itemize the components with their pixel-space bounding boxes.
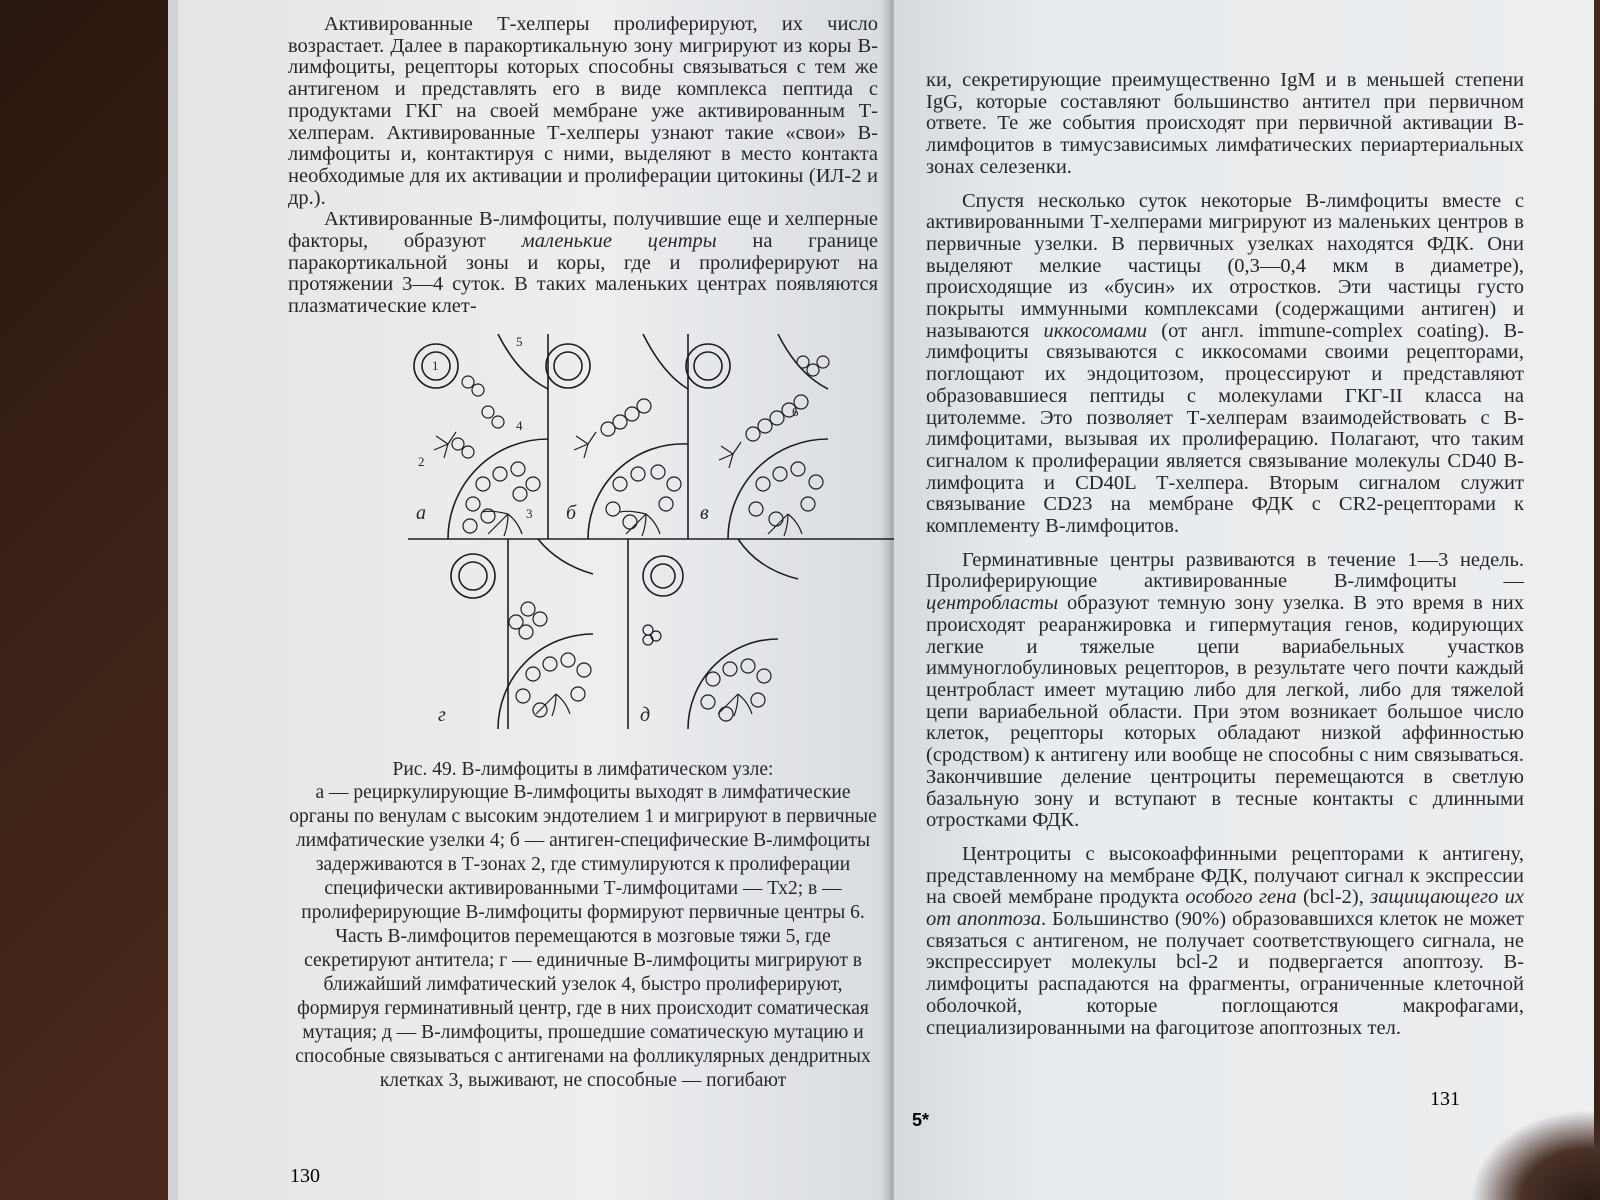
right-page (894, 0, 1594, 1200)
right-paragraph-3-end: образуют темную зону узелка. В это время в них происходят реаранжировка и гипермутация генов, кодирующих легкие и тяжелые цепи вариабельных участков иммуноглобулиновых рецепторов, в результате чего почти каждый центробласт имеет мутацию либо для легкой, либо для тяжелой цепи вариабельной области. При этом возникает большое число клеток, рецепторы которых обладают низкой аффинностью (сродством) к антигену или вообще не способны с ним связываться. Закончившие деление центроциты перемещаются в светлую базальную зону и вступают в тесные контакты с длинными отростками ФДК. (926, 592, 1524, 832)
figure-label-g: г (438, 703, 446, 726)
right-paragraph-4-emphasis-apoptosis: защищающего их от апоптоза (926, 886, 1525, 931)
right-paragraph-3-emphasis: центробласты (926, 592, 1059, 615)
left-page-number: 130 (290, 1165, 320, 1187)
finger-in-corner (1470, 1110, 1600, 1200)
right-paragraph-2 (926, 191, 1524, 538)
right-paragraph-3 (926, 550, 1524, 832)
figure-caption-body: а — рециркулирующие В-лимфоциты выходят в лимфатические органы по венулам с высоким эндотелием 1 и мигрируют в первичные лимфатические узелки 4; б — антиген-специфические В-лимфоциты задерживаются в Т-зонах 2, где стимулируются к пролиферации специфически активированными Т-лимфоцитами — Тх2; в — пролиферирующие В-лимфоциты формируют первичные центры 6. Часть В-лимфоцитов перемещаются в мозговые тяжи 5, где секретируют антитела; г — единичные В-лимфоциты мигрируют в ближайший лимфатический узелок 4, быстро пролиферируют, формируя герминативный центр, где в них происходит соматическая мутация; д — В-лимфоциты, прошедшие соматическую мутацию и способные связываться с антигенами на фолликулярных дендритных клетках 3, выживают, не способные — погибают (289, 781, 877, 1091)
right-page-number: 131 (1430, 1088, 1460, 1110)
figure-number-6: 6 (792, 403, 799, 419)
right-paragraph-1: ки, секретирующие преимущественно IgM и в меньшей степени IgG, которые составляют большинство антител при первичном ответе. Те же события происходят при первичной активации В-лимфоцитов в тимусзависимых лимфатических периартериальных зонах селезенки. (926, 69, 1524, 178)
right-page-text (926, 70, 1524, 1039)
right-paragraph-4-end: . Большинство (90%) образовавшихся клеток не может связаться с антигеном, не получает соответствующего сигнала, не экспрессирует молекулы bcl-2 и подвергается апоптозу. В-лимфоциты распадаются на фрагменты, ограниченные клеточной оболочкой, которые поглощаются макрофагами, специализированными на фагоцитозе апоптозных тел. (926, 908, 1524, 1039)
right-paragraph-2-emphasis: иккосомами (1043, 319, 1148, 342)
figure-caption-title: Рис. 49. В-лимфоциты в лимфатическом узле: (392, 758, 774, 780)
left-paragraph-2-end: на границе паракортикальной зоны и коры, где и пролиферируют на протяжении 3—4 суток. В таких маленьких центрах появляются плазматические клет- (288, 230, 878, 318)
left-paragraph-1: Активированные Т-хелперы пролиферируют, их число возрастает. Далее в паракортикальную зону мигрируют из коры В-лимфоциты, рецепторы которых способны связываться с тем же антигеном и представлять его в виде комплекса пептида с продуктами ГКГ на своей мембране уже активированным Т-хелперам. Активированные Т-хелперы узнают такие «свои» В-лимфоциты и, контактируя с ними, выделяют в место контакта необходимые для их активации и пролиферации цитокины (ИЛ-2 и др.). (288, 13, 878, 209)
left-paragraph-2 (288, 209, 878, 318)
right-paragraph-2-end: (от англ. immune-complex coating). В-лимфоциты связываются с иккосомами своими рецепторами, поглощают их эндоцитозом, процессируют и представляют образовавшиеся пептиды с молекулами ГКГ-II класса на цитолемме. Это позволяет Т-хелперам взаимодействовать с В-лимфоцитами, вызывая их пролиферацию. Полагают, что таким сигналом к пролиферации является связывание молекулы CD40 В-лимфоцита и CD40L Т-хелпера. Вторым сигналом служит связывание CD23 на мембране ФДК с CR2-рецепторами к комплементу В-лимфоцитов. (926, 319, 1525, 538)
figure-label-b: б (566, 501, 577, 524)
left-paragraph-2-emphasis: маленькие центры (521, 230, 717, 253)
figure-number-1: 1 (432, 357, 439, 373)
figure-49-diagram (408, 334, 908, 744)
signature-mark: 5* (912, 1110, 930, 1130)
figure-number-4: 4 (516, 417, 523, 433)
right-paragraph-3-start: Герминативные центры развиваются в течение 1—3 недель. Пролиферирующие активированные В-лимфоциты — (926, 548, 1524, 593)
figure-label-a: а (416, 501, 426, 524)
figure-49-drawing (408, 334, 908, 744)
right-paragraph-2-start: Спустя несколько суток некоторые В-лимфоциты вместе с активированными Т-хелперами мигрируют из маленьких центров в первичные узелки. В первичных узелках находятся ФДК. Они выделяют мелкие частицы (0,3—0,4 мкм в диаметре), происходящие из «бусин» их отростков. Эти частицы густо покрыты иммунными комплексами (содержащими антиген) и называются (926, 189, 1524, 342)
figure-number-3: 3 (526, 505, 533, 521)
right-paragraph-4-start: Центроциты с высокоаффинными рецепторами к антигену, представленному на мембране ФДК, получают сигнал к экспрессии на своей мембране продукта (926, 842, 1524, 909)
figure-label-d: д (640, 703, 651, 726)
figure-number-2: 2 (418, 453, 425, 469)
left-page (178, 0, 890, 1200)
right-paragraph-4-mid: (bcl-2), (1296, 886, 1371, 909)
left-page-text (288, 14, 878, 318)
right-paragraph-4 (926, 844, 1524, 1039)
right-paragraph-4-emphasis-gene: особого гена (1185, 886, 1297, 909)
left-paragraph-2-start: Активированные В-лимфоциты, получившие еще и хелперные факторы, образуют (288, 208, 878, 253)
figure-label-v: в (700, 501, 709, 524)
figure-number-5: 5 (516, 333, 523, 349)
